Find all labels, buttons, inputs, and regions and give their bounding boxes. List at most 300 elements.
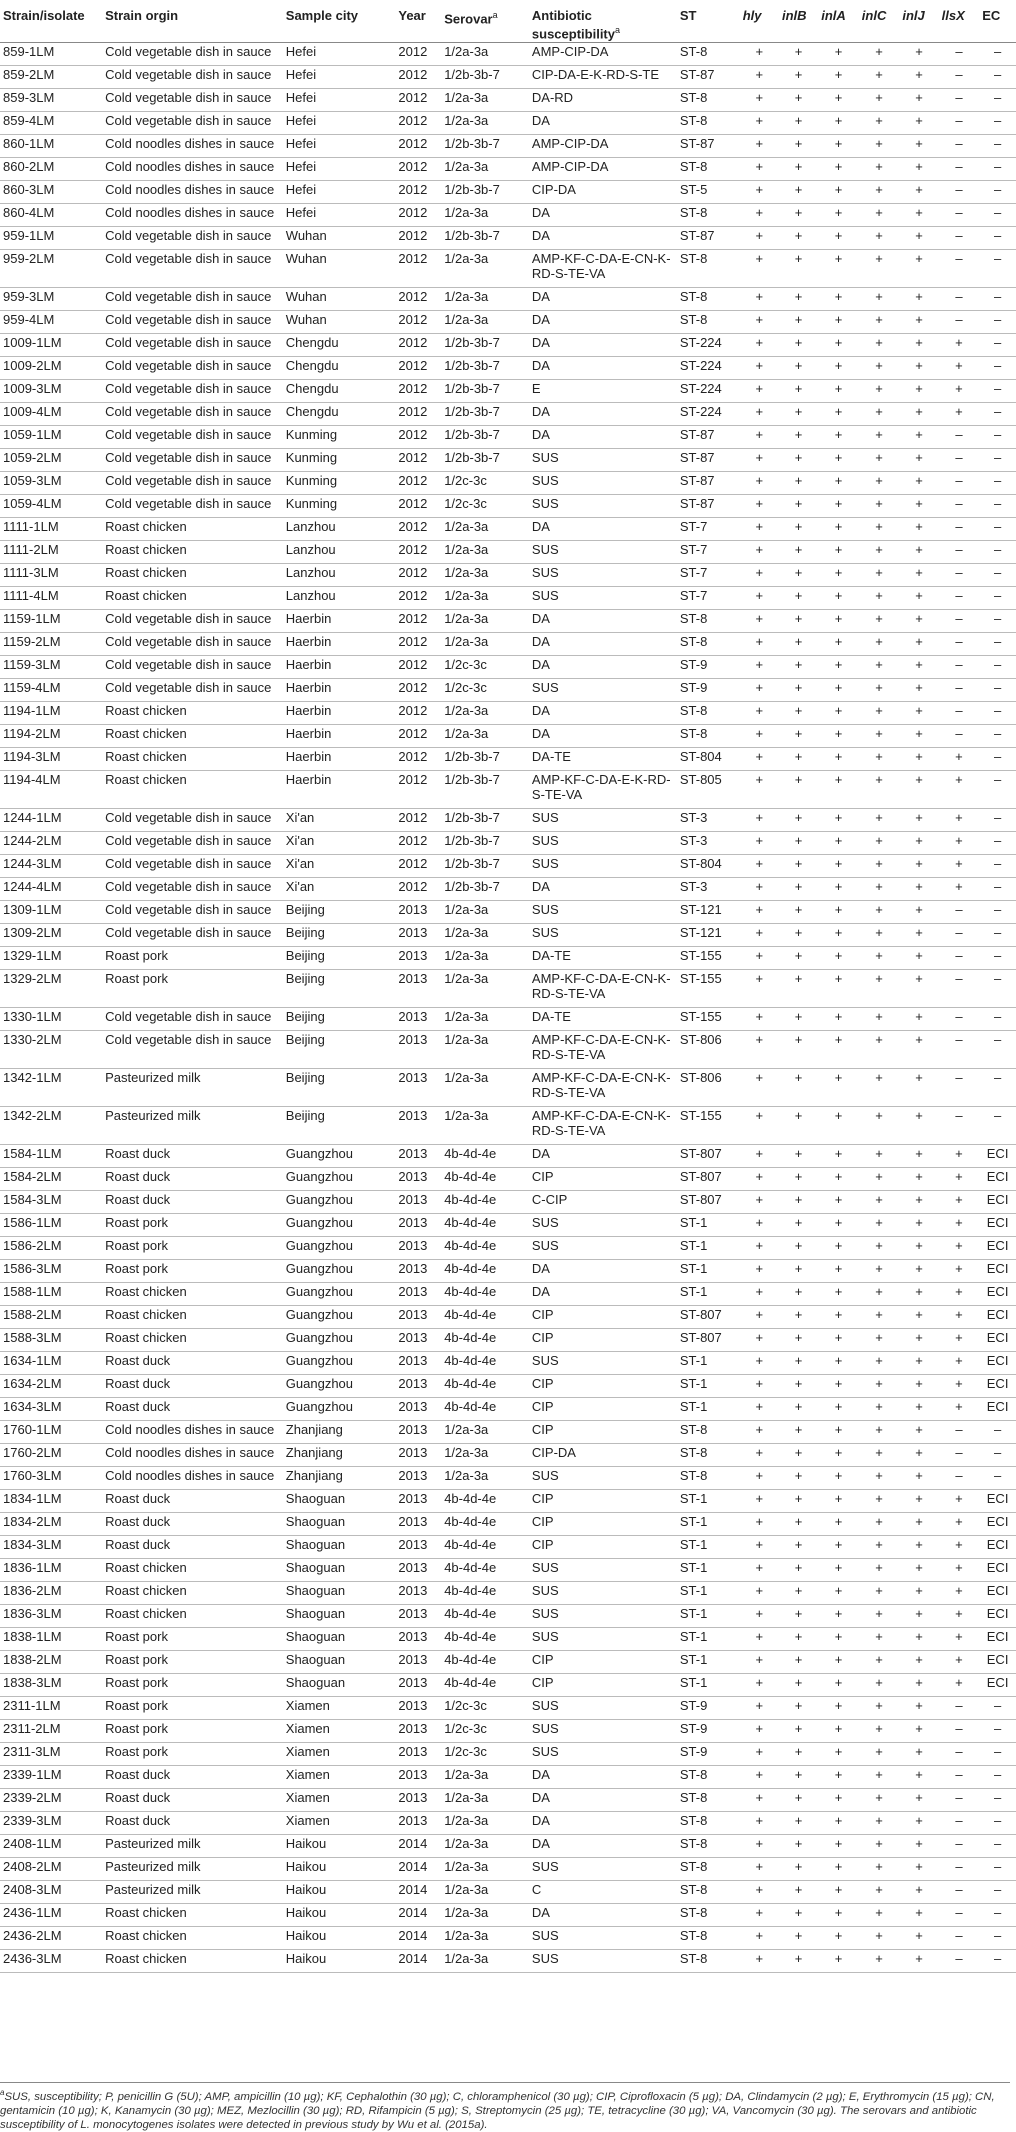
cell-inlJ: + bbox=[899, 1144, 938, 1167]
cell-inlC: + bbox=[859, 877, 900, 900]
cell-ec: – bbox=[979, 1742, 1016, 1765]
cell-hly: + bbox=[740, 655, 779, 678]
cell-city: Shaoguan bbox=[283, 1512, 396, 1535]
cell-inlB: + bbox=[779, 249, 818, 287]
cell-hly: + bbox=[740, 42, 779, 65]
cell-st: ST-807 bbox=[677, 1305, 740, 1328]
cell-hly: + bbox=[740, 157, 779, 180]
cell-hly: + bbox=[740, 1627, 779, 1650]
table-row bbox=[0, 494, 1016, 517]
table-row bbox=[0, 563, 1016, 586]
cell-antibiotic: DA-TE bbox=[529, 946, 677, 969]
cell-strain: 1634-3LM bbox=[0, 1397, 102, 1420]
cell-inlJ: + bbox=[899, 1489, 938, 1512]
cell-ec: – bbox=[979, 494, 1016, 517]
cell-inlB: + bbox=[779, 226, 818, 249]
cell-hly: + bbox=[740, 923, 779, 946]
cell-year: 2013 bbox=[395, 969, 441, 1007]
cell-llsX: + bbox=[939, 1604, 980, 1627]
cell-hly: + bbox=[740, 808, 779, 831]
table-row bbox=[0, 946, 1016, 969]
table-row bbox=[0, 287, 1016, 310]
cell-antibiotic: CIP bbox=[529, 1673, 677, 1696]
cell-llsX: – bbox=[939, 701, 980, 724]
cell-st: ST-8 bbox=[677, 701, 740, 724]
cell-strain: 1009-3LM bbox=[0, 379, 102, 402]
cell-hly: + bbox=[740, 1604, 779, 1627]
cell-st: ST-8 bbox=[677, 287, 740, 310]
cell-hly: + bbox=[740, 1236, 779, 1259]
cell-inlA: + bbox=[818, 1535, 859, 1558]
cell-inlB: + bbox=[779, 1834, 818, 1857]
cell-strain: 1111-3LM bbox=[0, 563, 102, 586]
cell-ec: – bbox=[979, 655, 1016, 678]
cell-inlC: + bbox=[859, 88, 900, 111]
cell-year: 2014 bbox=[395, 1857, 441, 1880]
cell-origin: Roast chicken bbox=[102, 1581, 283, 1604]
cell-city: Hefei bbox=[283, 111, 396, 134]
cell-ec: – bbox=[979, 831, 1016, 854]
cell-antibiotic: CIP bbox=[529, 1328, 677, 1351]
cell-hly: + bbox=[740, 770, 779, 808]
cell-llsX: – bbox=[939, 900, 980, 923]
cell-strain: 1838-1LM bbox=[0, 1627, 102, 1650]
cell-city: Zhanjiang bbox=[283, 1466, 396, 1489]
cell-hly: + bbox=[740, 310, 779, 333]
cell-origin: Roast duck bbox=[102, 1765, 283, 1788]
table-row bbox=[0, 1007, 1016, 1030]
cell-antibiotic: AMP-CIP-DA bbox=[529, 157, 677, 180]
cell-antibiotic: SUS bbox=[529, 540, 677, 563]
table-row bbox=[0, 333, 1016, 356]
cell-inlA: + bbox=[818, 310, 859, 333]
cell-origin: Cold noodles dishes in sauce bbox=[102, 203, 283, 226]
cell-year: 2012 bbox=[395, 678, 441, 701]
cell-inlB: + bbox=[779, 471, 818, 494]
cell-inlC: + bbox=[859, 946, 900, 969]
cell-year: 2013 bbox=[395, 1535, 441, 1558]
cell-inlA: + bbox=[818, 1259, 859, 1282]
cell-llsX: – bbox=[939, 134, 980, 157]
table-row bbox=[0, 1673, 1016, 1696]
cell-hly: + bbox=[740, 517, 779, 540]
cell-inlB: + bbox=[779, 900, 818, 923]
cell-serovar: 1/2a-3a bbox=[441, 111, 529, 134]
table-row bbox=[0, 747, 1016, 770]
cell-inlJ: + bbox=[899, 609, 938, 632]
cell-origin: Cold vegetable dish in sauce bbox=[102, 111, 283, 134]
cell-city: Kunming bbox=[283, 448, 396, 471]
cell-serovar: 1/2a-3a bbox=[441, 1466, 529, 1489]
cell-antibiotic: SUS bbox=[529, 900, 677, 923]
cell-inlA: + bbox=[818, 946, 859, 969]
header-inlC: inlC bbox=[859, 0, 900, 42]
cell-inlC: + bbox=[859, 1627, 900, 1650]
cell-inlC: + bbox=[859, 831, 900, 854]
cell-strain: 959-3LM bbox=[0, 287, 102, 310]
cell-strain: 860-3LM bbox=[0, 180, 102, 203]
cell-inlA: + bbox=[818, 808, 859, 831]
cell-llsX: – bbox=[939, 1811, 980, 1834]
cell-origin: Roast pork bbox=[102, 969, 283, 1007]
cell-st: ST-807 bbox=[677, 1144, 740, 1167]
cell-inlJ: + bbox=[899, 134, 938, 157]
cell-inlA: + bbox=[818, 854, 859, 877]
cell-inlJ: + bbox=[899, 180, 938, 203]
cell-inlB: + bbox=[779, 1581, 818, 1604]
cell-ec: ECI bbox=[979, 1190, 1016, 1213]
cell-inlB: + bbox=[779, 1742, 818, 1765]
cell-inlA: + bbox=[818, 226, 859, 249]
cell-inlJ: + bbox=[899, 1811, 938, 1834]
cell-antibiotic: DA bbox=[529, 724, 677, 747]
cell-strain: 1159-2LM bbox=[0, 632, 102, 655]
cell-serovar: 4b-4d-4e bbox=[441, 1236, 529, 1259]
cell-ec: ECI bbox=[979, 1236, 1016, 1259]
cell-llsX: – bbox=[939, 1068, 980, 1106]
cell-ec: – bbox=[979, 111, 1016, 134]
cell-inlA: + bbox=[818, 923, 859, 946]
cell-year: 2013 bbox=[395, 1443, 441, 1466]
cell-city: Guangzhou bbox=[283, 1213, 396, 1236]
cell-llsX: – bbox=[939, 609, 980, 632]
cell-hly: + bbox=[740, 1512, 779, 1535]
cell-city: Kunming bbox=[283, 425, 396, 448]
cell-origin: Roast duck bbox=[102, 1167, 283, 1190]
cell-inlJ: + bbox=[899, 356, 938, 379]
cell-inlB: + bbox=[779, 946, 818, 969]
cell-ec: – bbox=[979, 808, 1016, 831]
table-row bbox=[0, 1144, 1016, 1167]
cell-inlA: + bbox=[818, 1443, 859, 1466]
cell-city: Beijing bbox=[283, 1068, 396, 1106]
cell-ec: – bbox=[979, 448, 1016, 471]
cell-inlJ: + bbox=[899, 1627, 938, 1650]
cell-year: 2013 bbox=[395, 1466, 441, 1489]
cell-inlB: + bbox=[779, 88, 818, 111]
cell-ec: – bbox=[979, 1696, 1016, 1719]
cell-llsX: – bbox=[939, 471, 980, 494]
cell-ec: ECI bbox=[979, 1627, 1016, 1650]
cell-llsX: – bbox=[939, 517, 980, 540]
footnote-text: SUS, susceptibility; P, penicillin G (5U); AMP, ampicillin (10 µg); KF, Cephalothin (30 µg); C, chloramphenicol (30 µg); CIP, Ciprofloxacin (5 µg); DA, Clindamycin (2 µg); E, Erythromycin (15 µg); CN, gentamicin (10 µg); K, Kanamycin (30 µg); MEZ, Mezlocillin (30 µg); RD, Rifampicin (5 µg); S, Streptomycin (25 µg); TE, tetracycline (30 µg); VA, Vancomycin (30 µg). The serovars and antibiotic susceptibility of L. monocytogenes isolates were detected in previous study by Wu et al. (2015a). bbox=[0, 2090, 995, 2131]
cell-antibiotic: SUS bbox=[529, 563, 677, 586]
cell-serovar: 1/2a-3a bbox=[441, 517, 529, 540]
cell-st: ST-8 bbox=[677, 157, 740, 180]
cell-serovar: 1/2a-3a bbox=[441, 969, 529, 1007]
cell-st: ST-8 bbox=[677, 1788, 740, 1811]
cell-strain: 1194-4LM bbox=[0, 770, 102, 808]
cell-inlB: + bbox=[779, 1857, 818, 1880]
cell-serovar: 1/2b-3b-7 bbox=[441, 402, 529, 425]
cell-serovar: 1/2a-3a bbox=[441, 609, 529, 632]
cell-origin: Cold vegetable dish in sauce bbox=[102, 678, 283, 701]
cell-serovar: 4b-4d-4e bbox=[441, 1673, 529, 1696]
cell-antibiotic: SUS bbox=[529, 923, 677, 946]
cell-strain: 2408-3LM bbox=[0, 1880, 102, 1903]
cell-inlC: + bbox=[859, 1068, 900, 1106]
cell-origin: Cold vegetable dish in sauce bbox=[102, 249, 283, 287]
cell-city: Hefei bbox=[283, 88, 396, 111]
cell-inlA: + bbox=[818, 1106, 859, 1144]
cell-inlA: + bbox=[818, 1374, 859, 1397]
cell-st: ST-1 bbox=[677, 1374, 740, 1397]
cell-inlC: + bbox=[859, 1351, 900, 1374]
cell-strain: 2436-1LM bbox=[0, 1903, 102, 1926]
cell-inlB: + bbox=[779, 923, 818, 946]
cell-inlB: + bbox=[779, 1627, 818, 1650]
cell-llsX: + bbox=[939, 1144, 980, 1167]
cell-ec: – bbox=[979, 1719, 1016, 1742]
cell-year: 2012 bbox=[395, 333, 441, 356]
cell-origin: Roast chicken bbox=[102, 1949, 283, 1972]
cell-st: ST-7 bbox=[677, 586, 740, 609]
cell-antibiotic: AMP-CIP-DA bbox=[529, 42, 677, 65]
cell-serovar: 1/2a-3a bbox=[441, 157, 529, 180]
cell-inlB: + bbox=[779, 770, 818, 808]
cell-year: 2014 bbox=[395, 1949, 441, 1972]
cell-inlJ: + bbox=[899, 287, 938, 310]
cell-serovar: 1/2b-3b-7 bbox=[441, 854, 529, 877]
cell-antibiotic: CIP bbox=[529, 1512, 677, 1535]
cell-city: Chengdu bbox=[283, 402, 396, 425]
cell-inlJ: + bbox=[899, 1466, 938, 1489]
cell-inlJ: + bbox=[899, 1030, 938, 1068]
cell-ec: ECI bbox=[979, 1604, 1016, 1627]
cell-inlC: + bbox=[859, 517, 900, 540]
cell-inlC: + bbox=[859, 747, 900, 770]
cell-inlA: + bbox=[818, 1167, 859, 1190]
table-row bbox=[0, 1236, 1016, 1259]
cell-strain: 1059-1LM bbox=[0, 425, 102, 448]
cell-origin: Cold vegetable dish in sauce bbox=[102, 632, 283, 655]
cell-origin: Cold vegetable dish in sauce bbox=[102, 831, 283, 854]
cell-origin: Cold noodles dishes in sauce bbox=[102, 1443, 283, 1466]
cell-origin: Roast duck bbox=[102, 1374, 283, 1397]
cell-ec: ECI bbox=[979, 1374, 1016, 1397]
cell-serovar: 1/2b-3b-7 bbox=[441, 770, 529, 808]
cell-ec: – bbox=[979, 471, 1016, 494]
cell-origin: Roast chicken bbox=[102, 701, 283, 724]
cell-hly: + bbox=[740, 1581, 779, 1604]
cell-year: 2012 bbox=[395, 134, 441, 157]
cell-inlB: + bbox=[779, 632, 818, 655]
cell-serovar: 1/2a-3a bbox=[441, 287, 529, 310]
cell-antibiotic: SUS bbox=[529, 1857, 677, 1880]
cell-llsX: – bbox=[939, 1719, 980, 1742]
cell-inlA: + bbox=[818, 1926, 859, 1949]
cell-st: ST-9 bbox=[677, 1719, 740, 1742]
cell-hly: + bbox=[740, 471, 779, 494]
table-row bbox=[0, 1282, 1016, 1305]
cell-inlA: + bbox=[818, 1811, 859, 1834]
cell-inlC: + bbox=[859, 1535, 900, 1558]
cell-st: ST-8 bbox=[677, 111, 740, 134]
cell-st: ST-8 bbox=[677, 724, 740, 747]
cell-antibiotic: SUS bbox=[529, 1236, 677, 1259]
cell-inlA: + bbox=[818, 1673, 859, 1696]
cell-antibiotic: C bbox=[529, 1880, 677, 1903]
cell-inlB: + bbox=[779, 1926, 818, 1949]
cell-antibiotic: SUS bbox=[529, 1949, 677, 1972]
cell-serovar: 1/2a-3a bbox=[441, 563, 529, 586]
cell-origin: Pasteurized milk bbox=[102, 1106, 283, 1144]
cell-st: ST-1 bbox=[677, 1535, 740, 1558]
cell-llsX: + bbox=[939, 333, 980, 356]
cell-hly: + bbox=[740, 1305, 779, 1328]
header-st: ST bbox=[677, 0, 740, 42]
cell-year: 2013 bbox=[395, 1328, 441, 1351]
table-body bbox=[0, 42, 1016, 1972]
cell-inlC: + bbox=[859, 1857, 900, 1880]
cell-city: Shaoguan bbox=[283, 1650, 396, 1673]
cell-inlJ: + bbox=[899, 586, 938, 609]
cell-inlC: + bbox=[859, 1742, 900, 1765]
cell-origin: Cold noodles dishes in sauce bbox=[102, 134, 283, 157]
cell-llsX: – bbox=[939, 1466, 980, 1489]
cell-inlJ: + bbox=[899, 655, 938, 678]
cell-inlJ: + bbox=[899, 310, 938, 333]
cell-st: ST-1 bbox=[677, 1581, 740, 1604]
cell-hly: + bbox=[740, 701, 779, 724]
cell-hly: + bbox=[740, 900, 779, 923]
cell-hly: + bbox=[740, 1466, 779, 1489]
cell-ec: ECI bbox=[979, 1650, 1016, 1673]
cell-strain: 1584-1LM bbox=[0, 1144, 102, 1167]
cell-inlJ: + bbox=[899, 42, 938, 65]
table-row bbox=[0, 1259, 1016, 1282]
cell-year: 2012 bbox=[395, 586, 441, 609]
cell-strain: 2311-2LM bbox=[0, 1719, 102, 1742]
cell-st: ST-807 bbox=[677, 1167, 740, 1190]
cell-inlJ: + bbox=[899, 1949, 938, 1972]
cell-inlC: + bbox=[859, 1650, 900, 1673]
cell-year: 2013 bbox=[395, 1558, 441, 1581]
cell-year: 2013 bbox=[395, 1650, 441, 1673]
cell-inlA: + bbox=[818, 157, 859, 180]
cell-city: Guangzhou bbox=[283, 1190, 396, 1213]
cell-hly: + bbox=[740, 134, 779, 157]
cell-antibiotic: DA bbox=[529, 877, 677, 900]
cell-city: Shaoguan bbox=[283, 1673, 396, 1696]
cell-ec: – bbox=[979, 1926, 1016, 1949]
cell-st: ST-9 bbox=[677, 1696, 740, 1719]
cell-ec: – bbox=[979, 333, 1016, 356]
cell-llsX: + bbox=[939, 1328, 980, 1351]
cell-inlA: + bbox=[818, 1068, 859, 1106]
header-hly: hly bbox=[740, 0, 779, 42]
cell-year: 2013 bbox=[395, 1673, 441, 1696]
cell-llsX: + bbox=[939, 1650, 980, 1673]
cell-ec: ECI bbox=[979, 1397, 1016, 1420]
cell-inlA: + bbox=[818, 1144, 859, 1167]
cell-city: Beijing bbox=[283, 1007, 396, 1030]
cell-inlA: + bbox=[818, 356, 859, 379]
table-row bbox=[0, 42, 1016, 65]
cell-strain: 1194-3LM bbox=[0, 747, 102, 770]
table-row bbox=[0, 356, 1016, 379]
cell-city: Guangzhou bbox=[283, 1167, 396, 1190]
cell-strain: 1834-2LM bbox=[0, 1512, 102, 1535]
cell-inlB: + bbox=[779, 287, 818, 310]
cell-city: Lanzhou bbox=[283, 517, 396, 540]
cell-serovar: 4b-4d-4e bbox=[441, 1581, 529, 1604]
cell-year: 2013 bbox=[395, 1719, 441, 1742]
table-row bbox=[0, 1719, 1016, 1742]
cell-serovar: 1/2c-3c bbox=[441, 655, 529, 678]
cell-city: Xiamen bbox=[283, 1696, 396, 1719]
cell-inlA: + bbox=[818, 1742, 859, 1765]
cell-city: Zhanjiang bbox=[283, 1420, 396, 1443]
cell-ec: – bbox=[979, 157, 1016, 180]
cell-llsX: – bbox=[939, 310, 980, 333]
cell-serovar: 4b-4d-4e bbox=[441, 1374, 529, 1397]
cell-city: Xiamen bbox=[283, 1811, 396, 1834]
cell-antibiotic: SUS bbox=[529, 831, 677, 854]
cell-strain: 1330-1LM bbox=[0, 1007, 102, 1030]
cell-antibiotic: CIP bbox=[529, 1489, 677, 1512]
cell-origin: Cold vegetable dish in sauce bbox=[102, 310, 283, 333]
cell-serovar: 4b-4d-4e bbox=[441, 1259, 529, 1282]
cell-ec: ECI bbox=[979, 1512, 1016, 1535]
cell-city: Haerbin bbox=[283, 632, 396, 655]
cell-inlC: + bbox=[859, 701, 900, 724]
cell-st: ST-1 bbox=[677, 1512, 740, 1535]
cell-inlC: + bbox=[859, 402, 900, 425]
cell-strain: 2339-3LM bbox=[0, 1811, 102, 1834]
cell-inlC: + bbox=[859, 65, 900, 88]
cell-year: 2012 bbox=[395, 65, 441, 88]
cell-inlJ: + bbox=[899, 1650, 938, 1673]
cell-inlC: + bbox=[859, 379, 900, 402]
cell-inlA: + bbox=[818, 770, 859, 808]
table-row bbox=[0, 1535, 1016, 1558]
cell-origin: Cold noodles dishes in sauce bbox=[102, 1420, 283, 1443]
cell-inlJ: + bbox=[899, 1834, 938, 1857]
cell-inlJ: + bbox=[899, 770, 938, 808]
table-row bbox=[0, 1420, 1016, 1443]
cell-hly: + bbox=[740, 88, 779, 111]
cell-origin: Cold vegetable dish in sauce bbox=[102, 808, 283, 831]
cell-antibiotic: DA bbox=[529, 1144, 677, 1167]
cell-strain: 1586-2LM bbox=[0, 1236, 102, 1259]
cell-inlA: + bbox=[818, 969, 859, 1007]
cell-strain: 1009-4LM bbox=[0, 402, 102, 425]
cell-antibiotic: SUS bbox=[529, 1558, 677, 1581]
table-row bbox=[0, 1328, 1016, 1351]
table-row bbox=[0, 180, 1016, 203]
cell-inlC: + bbox=[859, 1880, 900, 1903]
cell-inlJ: + bbox=[899, 1604, 938, 1627]
cell-hly: + bbox=[740, 1030, 779, 1068]
cell-origin: Roast pork bbox=[102, 946, 283, 969]
cell-hly: + bbox=[740, 494, 779, 517]
cell-st: ST-8 bbox=[677, 310, 740, 333]
table-row bbox=[0, 1581, 1016, 1604]
cell-serovar: 1/2a-3a bbox=[441, 946, 529, 969]
table-row bbox=[0, 379, 1016, 402]
table-row bbox=[0, 111, 1016, 134]
cell-inlC: + bbox=[859, 678, 900, 701]
cell-origin: Roast chicken bbox=[102, 1903, 283, 1926]
cell-st: ST-8 bbox=[677, 1811, 740, 1834]
cell-inlB: + bbox=[779, 1167, 818, 1190]
table-row bbox=[0, 1466, 1016, 1489]
cell-strain: 1342-2LM bbox=[0, 1106, 102, 1144]
cell-year: 2012 bbox=[395, 609, 441, 632]
cell-antibiotic: DA bbox=[529, 701, 677, 724]
cell-year: 2012 bbox=[395, 540, 441, 563]
